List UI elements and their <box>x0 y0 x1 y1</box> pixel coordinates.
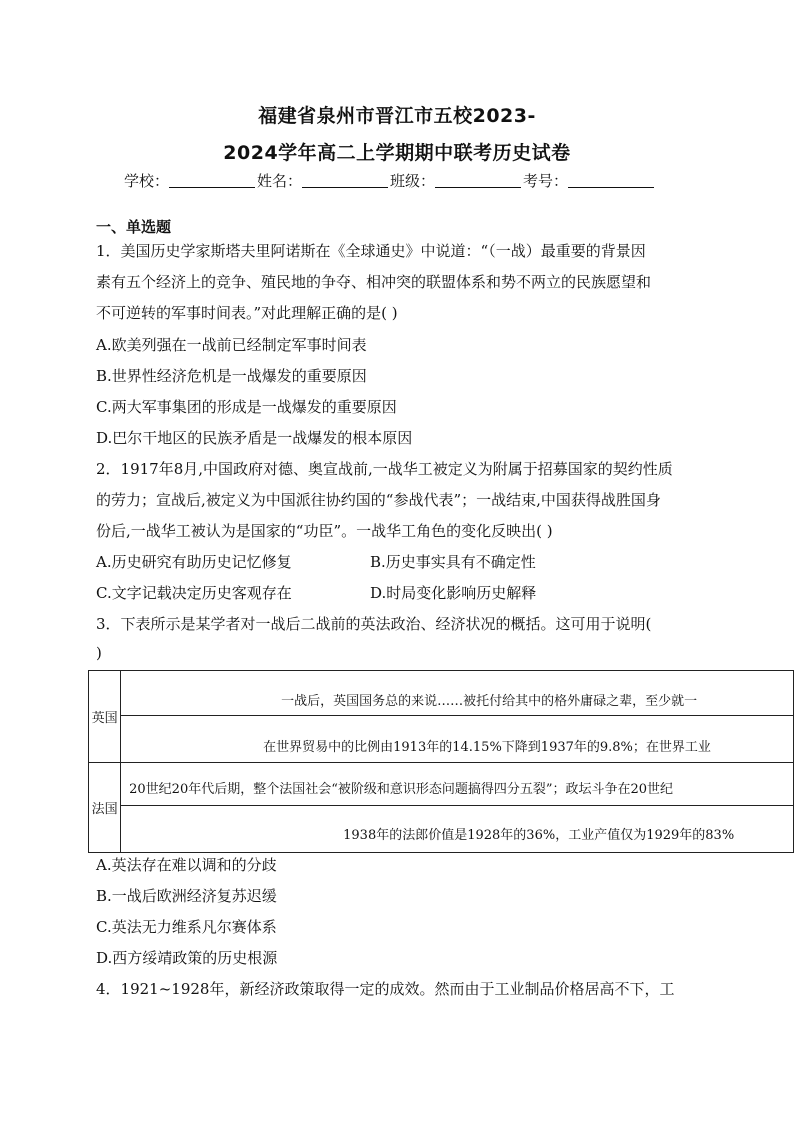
section-heading: 一、单选题 <box>96 218 172 236</box>
q3-option-c: C.英法无力维系凡尔赛体系 <box>96 918 277 936</box>
q3-option-a: A.英法存在难以调和的分歧 <box>96 856 277 874</box>
fr-row2-text: 1938年的法郎价值是1928年的36%，工业产值仅为1929年的83% <box>343 827 735 843</box>
q2-option-a: A.历史研究有助历史记忆修复 <box>96 553 292 571</box>
q2-stem-line3: 份后,一战华工被认为是国家的“功臣”。一战华工角色的变化反映出( ) <box>96 522 553 540</box>
country-uk: 英国 <box>89 671 121 763</box>
q1-option-d: D.巴尔干地区的民族矛盾是一战爆发的根本原因 <box>96 429 413 447</box>
q2-option-b: B.历史事实具有不确定性 <box>370 553 536 571</box>
q1-option-c: C.两大军事集团的形成是一战爆发的重要原因 <box>96 398 397 416</box>
q2-option-c: C.文字记载决定历史客观存在 <box>96 584 292 602</box>
fr-row2 <box>121 806 794 853</box>
name-label: 姓名： <box>257 172 303 190</box>
uk-row1 <box>121 671 794 716</box>
q3-stem-line2: ) <box>96 644 102 662</box>
uk-row2 <box>121 716 794 763</box>
exam-title-line1: 福建省泉州市晋江市五校2023- <box>258 105 536 127</box>
exam-title-line2: 2024学年高二上学期期中联考历史试卷 <box>223 142 571 164</box>
student-info-row <box>124 170 656 191</box>
table-row <box>89 806 794 853</box>
country-fr: 法国 <box>89 763 121 853</box>
q2-option-d: D.时局变化影响历史解释 <box>370 584 537 602</box>
q3-stem-line1: 3．下表所示是某学者对一战后二战前的英法政治、经济状况的概括。这可用于说明( <box>96 615 652 633</box>
q1-stem-line1: 1．美国历史学家斯塔夫里阿诺斯在《全球通史》中说道：“（一战）最重要的背景因 <box>96 242 646 260</box>
fr-row1-text: 20世纪20年代后期，整个法国社会“被阶级和意识形态问题搞得四分五裂”；政坛斗争在20世纪 <box>129 781 674 797</box>
q1-option-a: A.欧美列强在一战前已经制定军事时间表 <box>96 336 367 354</box>
q1-stem-line2: 素有五个经济上的竞争、殖民地的争夺、相冲突的联盟体系和势不两立的民族愿望和 <box>96 273 652 291</box>
q2-stem-line2: 的劳力；宣战后,被定义为中国派往协约国的“参战代表”；一战结束,中国获得战胜国身 <box>96 491 661 509</box>
q1-option-b: B.世界性经济危机是一战爆发的重要原因 <box>96 367 367 385</box>
class-blank[interactable] <box>435 174 521 188</box>
school-label: 学校： <box>124 172 170 190</box>
name-blank[interactable] <box>302 174 388 188</box>
q4-stem-line1: 4．1921~1928年，新经济政策取得一定的成效。然而由于工业制品价格居高不下，工 <box>96 980 675 998</box>
uk-row1-text: 一战后，英国国务总的来说……被托付给其中的格外庸碌之辈，至少就一 <box>281 693 698 709</box>
q1-stem-line3: 不可逆转的军事时间表。”对此理解正确的是( ) <box>96 304 398 322</box>
q2-stem-line1: 2．1917年8月,中国政府对德、奥宣战前,一战华工被定义为附属于招募国家的契约性质 <box>96 460 673 478</box>
number-blank[interactable] <box>568 174 654 188</box>
q3-option-d: D.西方绥靖政策的历史根源 <box>96 949 278 967</box>
fr-row1 <box>121 763 794 806</box>
table-row <box>89 671 794 716</box>
school-blank[interactable] <box>169 174 255 188</box>
q3-option-b: B.一战后欧洲经济复苏迟缓 <box>96 887 277 905</box>
q3-table <box>88 670 794 853</box>
table-row <box>89 763 794 806</box>
uk-row2-text: 在世界贸易中的比例由1913年的14.15%下降到1937年的9.8%；在世界工业 <box>263 739 711 755</box>
table-row <box>89 716 794 763</box>
number-label: 考号： <box>523 172 569 190</box>
class-label: 班级： <box>390 172 436 190</box>
